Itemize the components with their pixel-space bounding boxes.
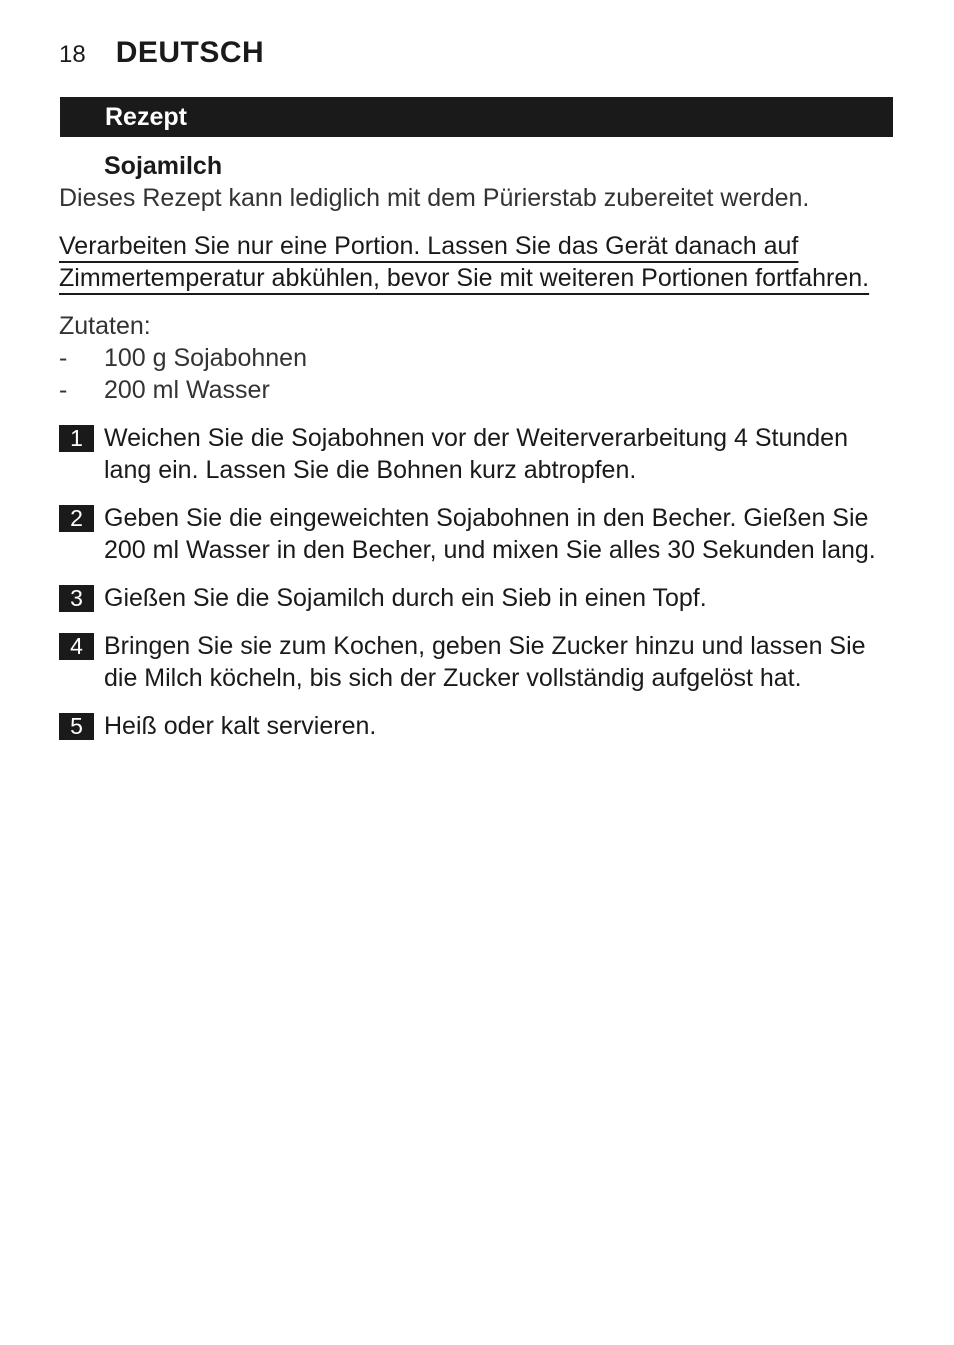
recipe-content (59, 150, 899, 758)
list-item (59, 374, 899, 406)
recipe-title: Sojamilch (104, 152, 223, 180)
step-item (59, 582, 899, 614)
dash-bullet: - (59, 344, 68, 372)
ingredient-text: 200 ml Wasser (104, 376, 270, 404)
dash-bullet: - (59, 376, 68, 404)
page-number: 18 (59, 41, 86, 68)
step-text: Weichen Sie die Sojabohnen vor der Weiterverarbeitung 4 Stunden lang ein. Lassen Sie die Bohnen kurz abtropfen. (104, 424, 848, 484)
step-text: Geben Sie die eingeweichten Sojabohnen in den Becher. Gießen Sie 200 ml Wasser in den Becher, und mixen Sie alles 30 Sekunden lang. (104, 504, 876, 564)
ingredients-label: Zutaten: (59, 312, 151, 340)
ingredient-text: 100 g Sojabohnen (104, 344, 307, 372)
step-number-badge: 2 (59, 505, 94, 532)
step-text: Heiß oder kalt servieren. (104, 712, 377, 740)
step-number-badge: 4 (59, 633, 94, 660)
warning-text: Verarbeiten Sie nur eine Portion. Lassen Sie das Gerät danach auf Zimmertemperatur abkühlen, bevor Sie mit weiteren Portionen fortfahren. (59, 232, 870, 292)
step-text: Gießen Sie die Sojamilch durch ein Sieb in einen Topf. (104, 584, 707, 612)
page-header (59, 36, 264, 72)
steps-list (59, 422, 899, 742)
ingredients-list (59, 342, 899, 406)
step-item (59, 502, 899, 566)
step-item (59, 630, 899, 694)
warning-note (59, 230, 899, 294)
step-text: Bringen Sie sie zum Kochen, geben Sie Zucker hinzu und lassen Sie die Milch köcheln, bis sich der Zucker vollständig aufgelöst hat. (104, 632, 866, 692)
step-item (59, 422, 899, 486)
step-item (59, 710, 899, 742)
page-language-title: DEUTSCH (115, 36, 265, 69)
step-number-badge: 1 (59, 425, 94, 452)
step-number-badge: 3 (59, 585, 94, 612)
section-header-bar (60, 97, 893, 137)
section-title: Rezept (105, 103, 187, 131)
list-item (59, 342, 899, 374)
recipe-intro: Dieses Rezept kann lediglich mit dem Pürierstab zubereitet werden. (59, 184, 810, 212)
step-number-badge: 5 (59, 713, 94, 740)
